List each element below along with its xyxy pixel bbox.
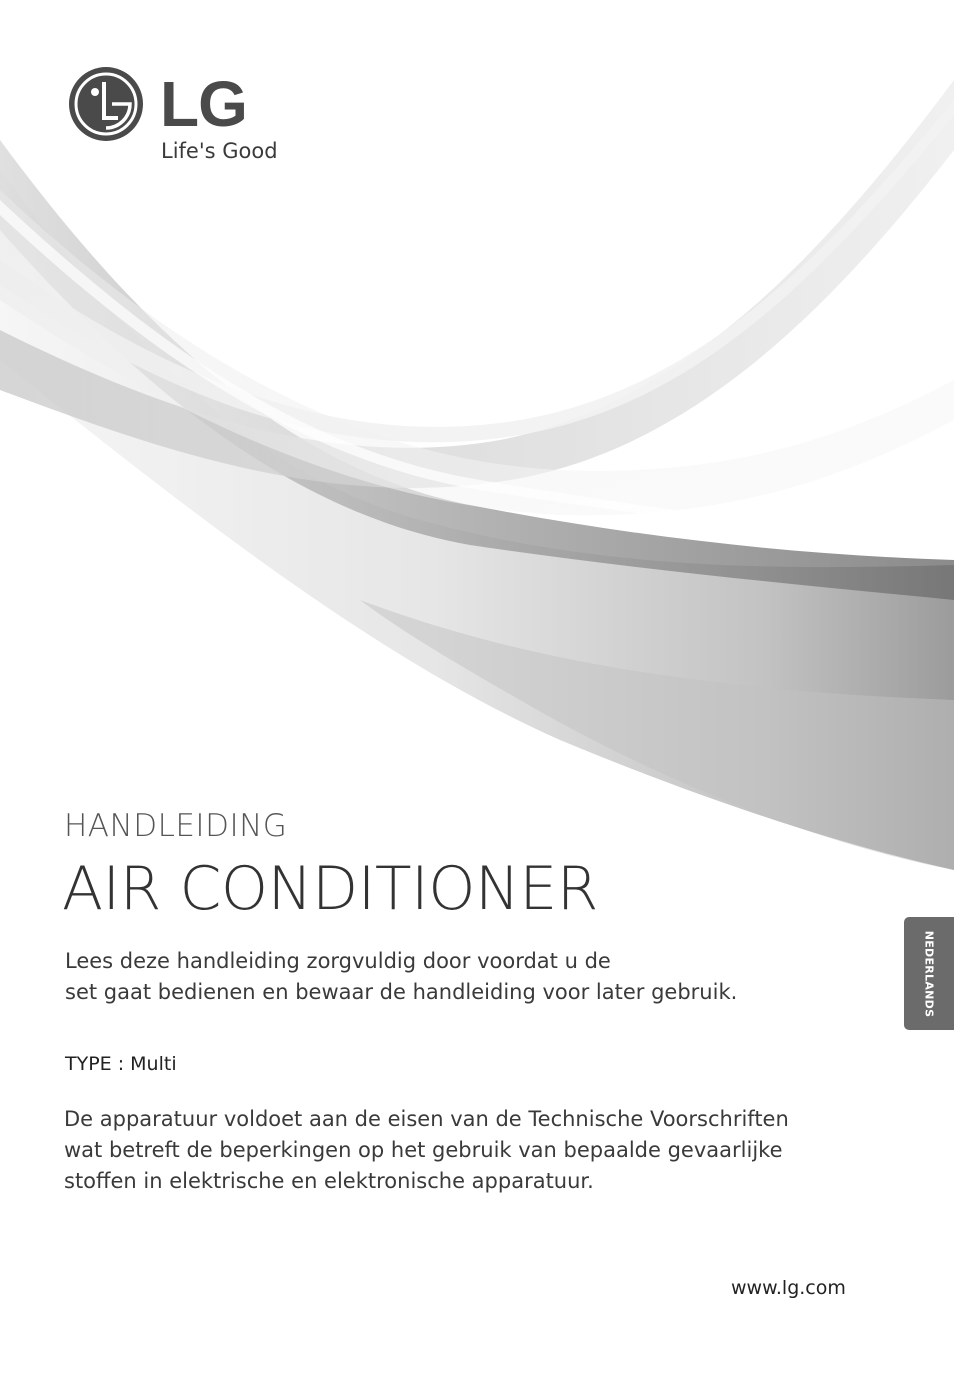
lg-wordmark: LG xyxy=(160,68,247,140)
intro-line: Lees deze handleiding zorgvuldig door voordat u de xyxy=(65,949,611,973)
intro-text xyxy=(65,946,885,1008)
compliance-line: wat betreft de beperkingen op het gebruik van bepaalde gevaarlijke xyxy=(64,1138,783,1162)
website-link[interactable]: www.lg.com xyxy=(731,1277,846,1299)
document-label: HANDLEIDING xyxy=(64,808,288,844)
model-type: TYPE : Multi xyxy=(65,1053,177,1075)
product-title: AIR CONDITIONER xyxy=(62,854,598,924)
compliance-line: stoffen in elektrische en elektronische apparatuur. xyxy=(64,1169,594,1193)
language-tab-label: NEDERLANDS xyxy=(922,930,936,1017)
intro-line: set gaat bedienen en bewaar de handleiding voor later gebruik. xyxy=(65,980,738,1004)
brand-tagline: Life's Good xyxy=(161,139,278,163)
compliance-line: De apparatuur voldoet aan de eisen van de Technische Voorschriften xyxy=(64,1107,789,1131)
compliance-text xyxy=(64,1104,924,1197)
lg-face-icon xyxy=(68,66,144,142)
language-tab xyxy=(904,917,954,1030)
lg-logo xyxy=(68,66,308,176)
